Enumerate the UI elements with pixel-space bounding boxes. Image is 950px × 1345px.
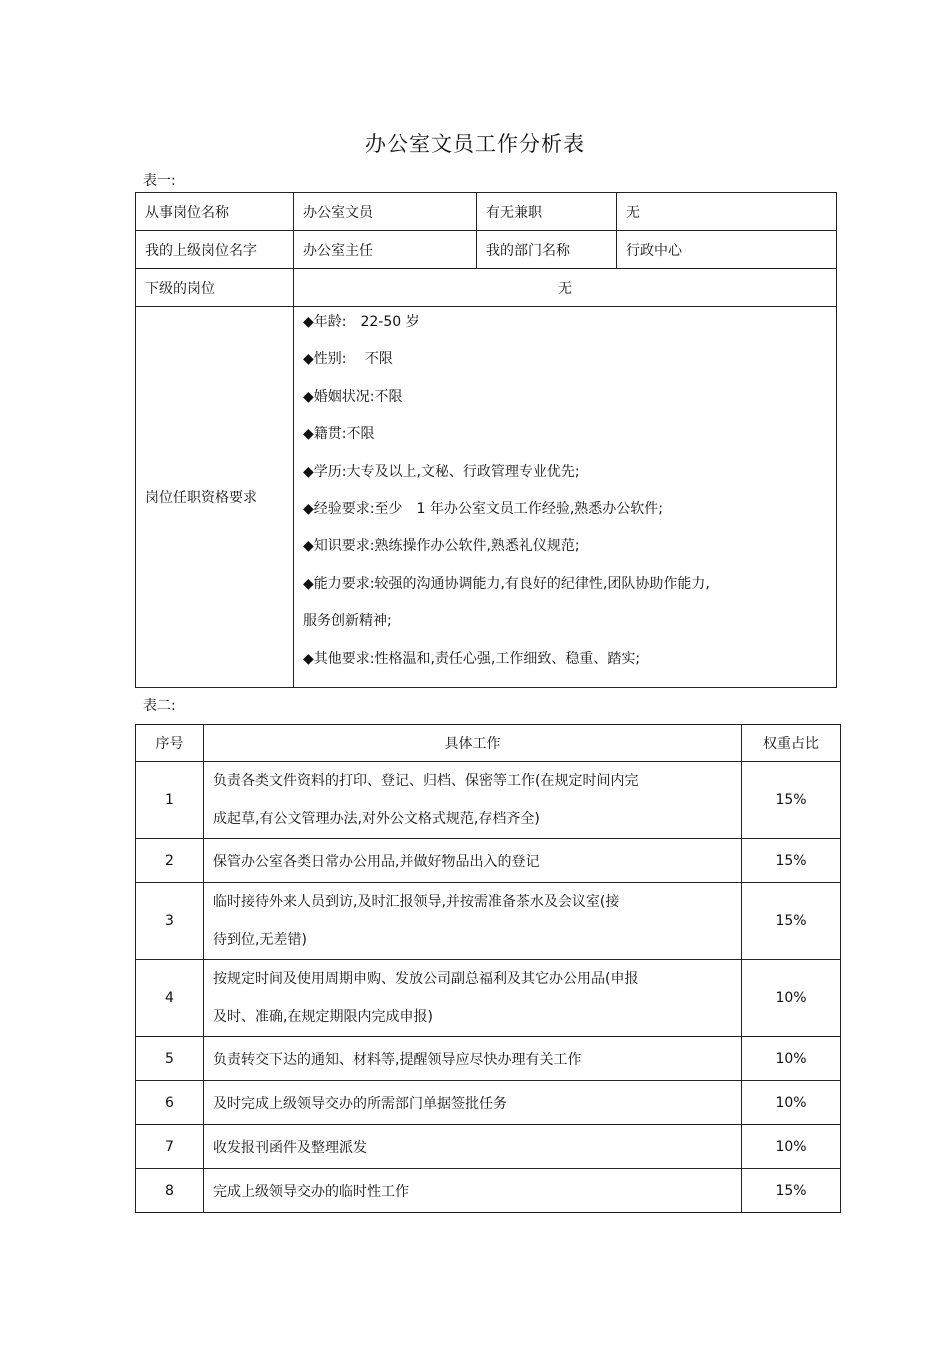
page-title: 办公室文员工作分析表 [365, 132, 585, 156]
job-name-value: 办公室文员 [294, 193, 477, 231]
superior-value: 办公室主任 [294, 231, 477, 269]
row-number: 7 [136, 1125, 204, 1169]
requirement-item: ◆学历:大专及以上,文秘、行政管理专业优先; [303, 463, 580, 480]
work-line: 及时、准确,在规定期限内完成申报) [213, 1009, 433, 1025]
weight-value: 10% [742, 960, 841, 1037]
row-number: 6 [136, 1081, 204, 1125]
work-description [204, 762, 742, 839]
table-row [136, 839, 841, 883]
weight-value: 10% [742, 1037, 841, 1081]
row-number: 5 [136, 1037, 204, 1081]
table-row [136, 193, 837, 231]
dept-value: 行政中心 [617, 231, 837, 269]
table-header-row [136, 725, 841, 762]
work-description [204, 883, 742, 960]
requirement-item: ◆婚姻状况:不限 [303, 388, 403, 405]
table1-caption: 表一: [143, 173, 176, 189]
requirement-item: ◆年龄: 22-50 岁 [303, 314, 420, 330]
work-description: 收发报刊函件及整理派发 [204, 1125, 742, 1169]
concurrent-value: 无 [617, 193, 837, 231]
weight-value: 15% [742, 883, 841, 960]
table-row [136, 231, 837, 269]
requirement-item: ◆能力要求:较强的沟通协调能力,有良好的纪律性,团队协助作能力, [303, 575, 710, 592]
weight-value: 10% [742, 1125, 841, 1169]
row-number: 4 [136, 960, 204, 1037]
table2-caption: 表二: [143, 698, 176, 714]
requirements-list [294, 307, 837, 688]
table-row [136, 1081, 841, 1125]
work-description: 负责转交下达的通知、材料等,提醒领导应尽快办理有关工作 [204, 1037, 742, 1081]
table-row [136, 1037, 841, 1081]
work-description: 保管办公室各类日常办公用品,并做好物品出入的登记 [204, 839, 742, 883]
superior-label: 我的上级岗位名字 [136, 231, 294, 269]
table-row [136, 960, 841, 1037]
table-row [136, 883, 841, 960]
job-info-table [135, 192, 837, 688]
dept-label: 我的部门名称 [477, 231, 617, 269]
column-header-work: 具体工作 [204, 725, 742, 762]
weight-value: 15% [742, 1169, 841, 1213]
table-row [136, 762, 841, 839]
row-number: 3 [136, 883, 204, 960]
table-row [136, 307, 837, 688]
table-row [136, 269, 837, 307]
table-row [136, 1169, 841, 1213]
weight-value: 15% [742, 839, 841, 883]
work-description: 完成上级领导交办的临时性工作 [204, 1169, 742, 1213]
requirement-item: ◆经验要求:至少 1 年办公室文员工作经验,熟悉办公软件; [303, 500, 664, 517]
requirements-label: 岗位任职资格要求 [136, 307, 294, 688]
weight-value: 10% [742, 1081, 841, 1125]
subordinate-value: 无 [294, 269, 837, 307]
requirement-item: ◆其他要求:性格温和,责任心强,工作细致、稳重、踏实; [303, 650, 641, 667]
row-number: 1 [136, 762, 204, 839]
work-description: 及时完成上级领导交办的所需部门单据签批任务 [204, 1081, 742, 1125]
requirement-item: ◆性别: 不限 [303, 351, 393, 368]
work-line: 按规定时间及使用周期申购、发放公司副总福利及其它办公用品(申报 [213, 971, 639, 987]
duties-table [135, 724, 841, 1213]
subordinate-label: 下级的岗位 [136, 269, 294, 307]
work-description [204, 960, 742, 1037]
column-header-no: 序号 [136, 725, 204, 762]
work-line: 临时接待外来人员到访,及时汇报领导,并按需准备茶水及会议室(接 [213, 894, 620, 910]
work-line: 待到位,无差错) [213, 932, 307, 948]
row-number: 8 [136, 1169, 204, 1213]
requirement-item: ◆知识要求:熟练操作办公软件,熟悉礼仪规范; [303, 538, 580, 555]
column-header-weight: 权重占比 [742, 725, 841, 762]
job-name-label: 从事岗位名称 [136, 193, 294, 231]
concurrent-label: 有无兼职 [477, 193, 617, 231]
work-line: 成起草,有公文管理办法,对外公文格式规范,存档齐全) [213, 811, 540, 827]
weight-value: 15% [742, 762, 841, 839]
row-number: 2 [136, 839, 204, 883]
work-line: 负责各类文件资料的打印、登记、归档、保密等工作(在规定时间内完 [213, 773, 639, 789]
requirement-item: 服务创新精神; [303, 613, 392, 630]
table-row [136, 1125, 841, 1169]
requirement-item: ◆籍贯:不限 [303, 426, 375, 443]
